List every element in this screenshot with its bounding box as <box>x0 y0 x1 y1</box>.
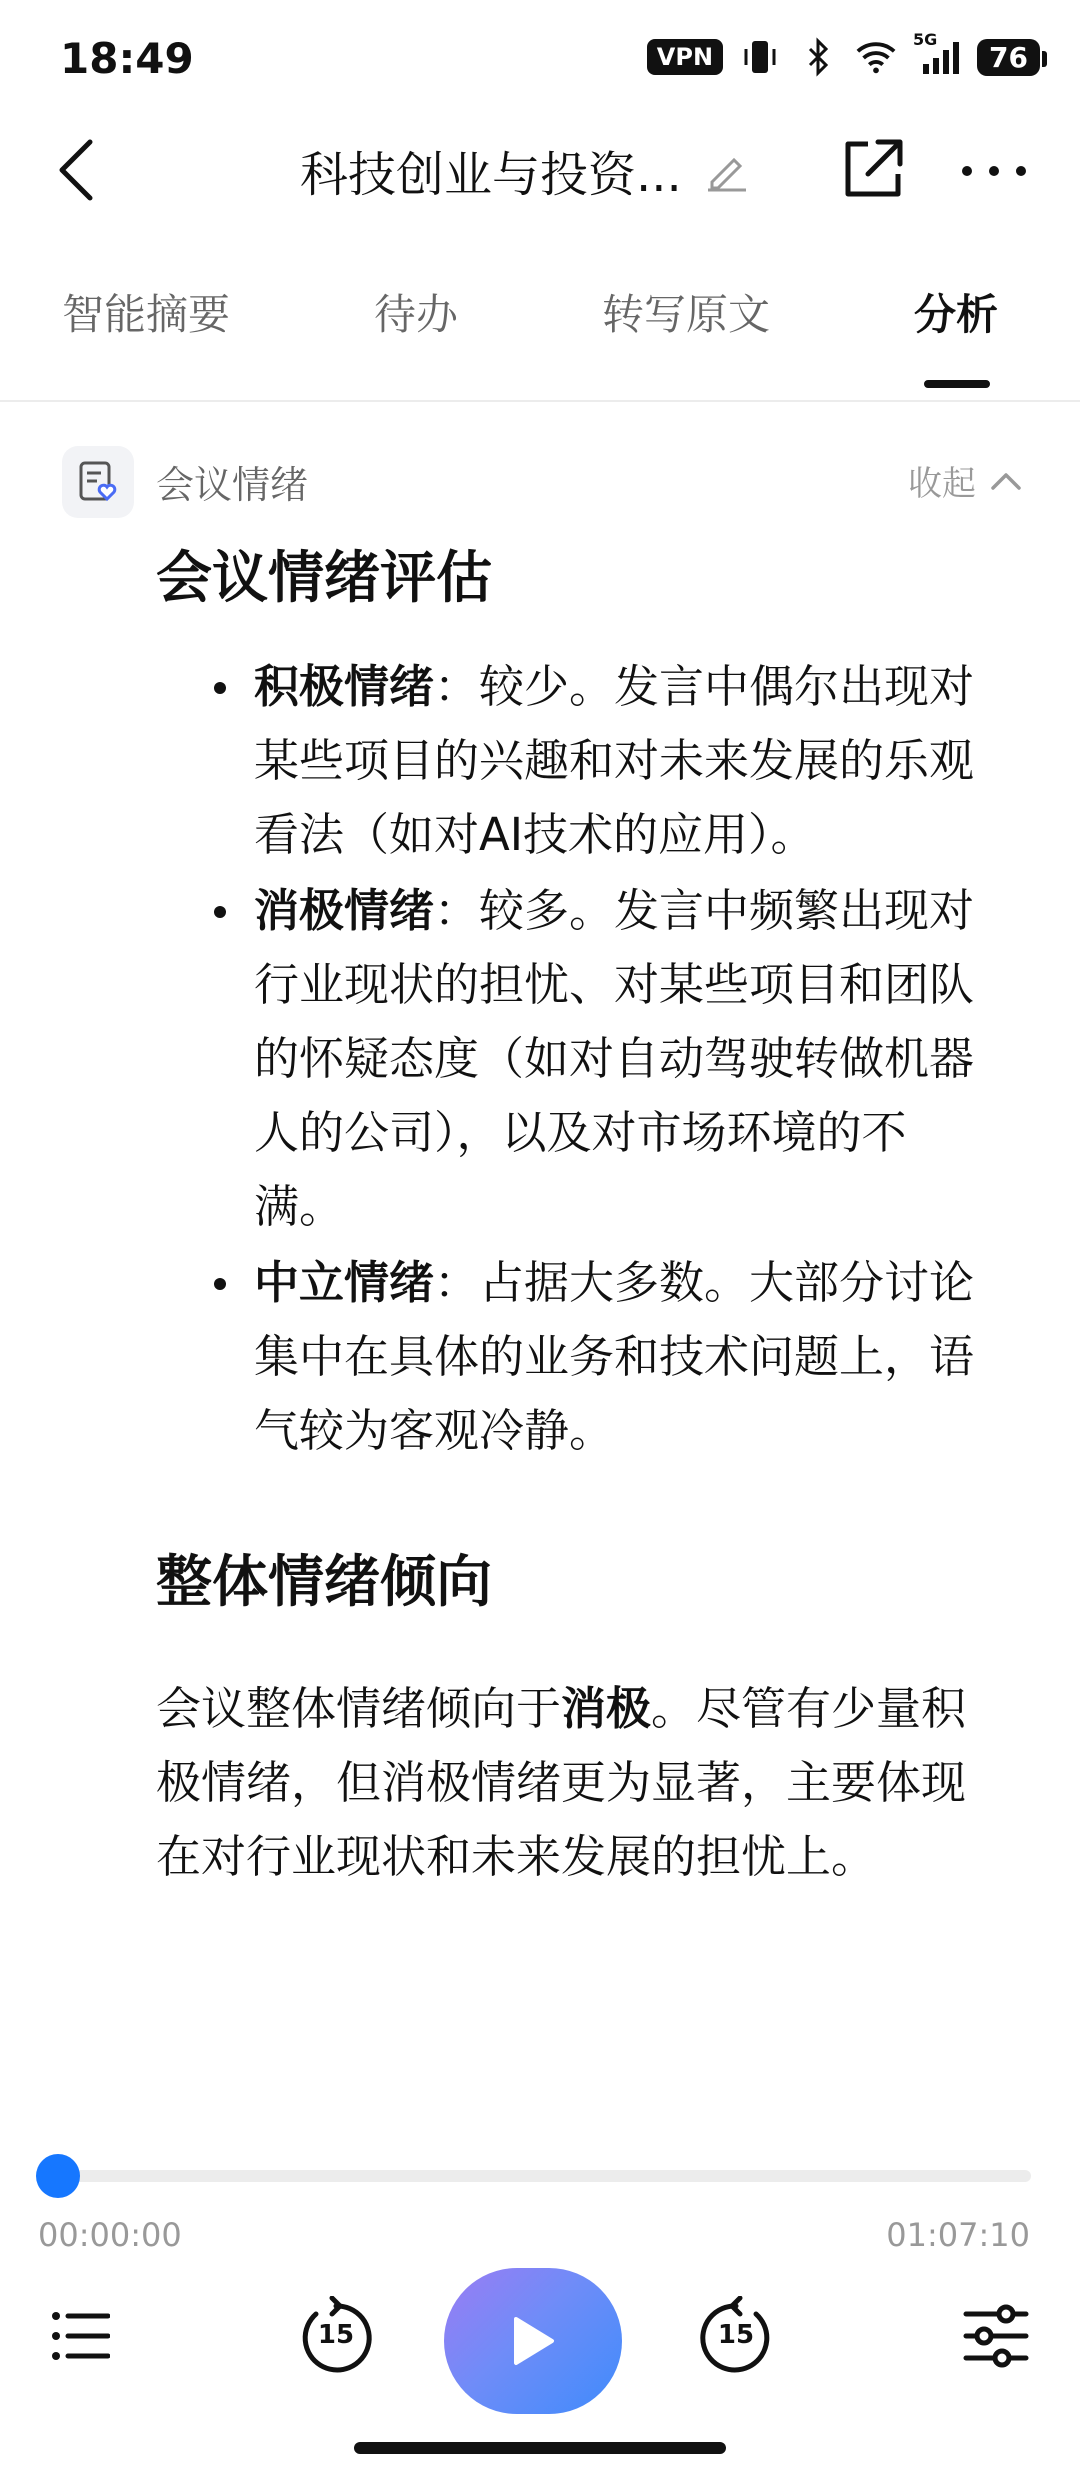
tab-smart-summary[interactable]: 智能摘要 <box>62 290 231 339</box>
share-icon <box>838 134 908 204</box>
more-dot <box>962 166 972 176</box>
list-item-text: ：占据大多数。大部分讨论集中在具体的业务和技术问题上，语气较为客观冷静。 <box>254 1256 975 1457</box>
rewind-15-button[interactable] <box>294 2296 378 2380</box>
list-item-term: 中立情绪 <box>254 1256 435 1309</box>
more-options-button[interactable] <box>962 146 1026 196</box>
forward-15-button[interactable] <box>694 2296 778 2380</box>
active-tab-indicator <box>924 380 990 388</box>
play-button[interactable] <box>444 2268 622 2414</box>
title-group <box>300 136 750 205</box>
cellular-signal-icon <box>913 30 961 78</box>
document-heart-icon <box>62 446 134 518</box>
chevron-left-icon <box>56 138 96 202</box>
section-label: 会议情绪 <box>156 463 309 507</box>
playlist-button[interactable] <box>40 2296 120 2376</box>
total-time: 01:07:10 <box>886 2216 1030 2254</box>
list-item-term: 积极情绪 <box>254 660 435 713</box>
rewind-seconds: 15 <box>317 2320 355 2350</box>
bluetooth-icon <box>797 36 839 78</box>
paragraph-text: 。尽管有少量积极情绪，但消极情绪更为显著，主要体现在对行业现状和未来发展的担忧上。 <box>156 1682 967 1883</box>
sliders-icon <box>962 2304 1030 2368</box>
progress-track[interactable] <box>56 2170 1031 2182</box>
playback-settings-button[interactable] <box>958 2296 1034 2376</box>
tab-transcript[interactable]: 转写原文 <box>602 290 771 339</box>
play-icon <box>508 2313 558 2369</box>
share-button[interactable] <box>838 134 908 204</box>
analysis-content <box>156 534 996 1894</box>
status-icons <box>647 30 1040 78</box>
list-icon <box>50 2308 110 2364</box>
back-button[interactable] <box>56 130 116 210</box>
list-item <box>254 874 996 1244</box>
battery-indicator: 76 <box>977 39 1040 76</box>
paragraph-text: 会议整体情绪倾向于 <box>156 1682 562 1735</box>
paragraph-bold: 消极 <box>561 1682 652 1735</box>
status-bar <box>0 0 1080 120</box>
overall-paragraph <box>156 1672 996 1894</box>
pencil-icon <box>704 148 750 194</box>
section-header <box>62 446 1022 516</box>
more-dot <box>1016 166 1026 176</box>
collapse-button[interactable] <box>908 456 1022 505</box>
collapse-label: 收起 <box>908 464 976 504</box>
list-item-text: ：较多。发言中频繁出现对行业现状的担忧、对某些项目和团队的怀疑态度（如对自动驾驶转做机器人的公司），以及对市场环境的不满。 <box>254 884 975 1233</box>
network-type: 5G <box>913 30 938 49</box>
list-item-term: 消极情绪 <box>254 884 435 937</box>
vpn-badge: VPN <box>647 39 723 75</box>
tab-todo[interactable]: 待办 <box>374 290 459 339</box>
home-indicator[interactable] <box>354 2442 726 2454</box>
wifi-icon <box>855 36 897 78</box>
heading-emotion-assessment: 会议情绪评估 <box>156 546 492 611</box>
chevron-up-icon <box>990 471 1022 491</box>
player-controls <box>0 2260 1080 2420</box>
tab-analysis[interactable]: 分析 <box>914 290 999 339</box>
heading-overall-tendency: 整体情绪倾向 <box>156 1550 492 1615</box>
list-item <box>254 1246 996 1468</box>
list-item-text: ：较少。发言中偶尔出现对某些项目的兴趣和对未来发展的乐观看法（如对AI技术的应用）。 <box>254 660 975 861</box>
vibrate-icon <box>739 36 781 78</box>
current-time: 00:00:00 <box>38 2216 182 2254</box>
nav-bar <box>0 120 1080 220</box>
list-item <box>254 650 996 872</box>
page-title[interactable]: 科技创业与投资... <box>300 147 682 203</box>
tab-bar <box>0 270 1080 402</box>
emotion-list <box>156 650 996 1468</box>
status-time: 18:49 <box>60 34 194 83</box>
edit-title-button[interactable] <box>704 148 750 194</box>
forward-seconds: 15 <box>717 2320 755 2350</box>
more-dot <box>989 166 999 176</box>
progress-knob[interactable] <box>36 2154 80 2198</box>
